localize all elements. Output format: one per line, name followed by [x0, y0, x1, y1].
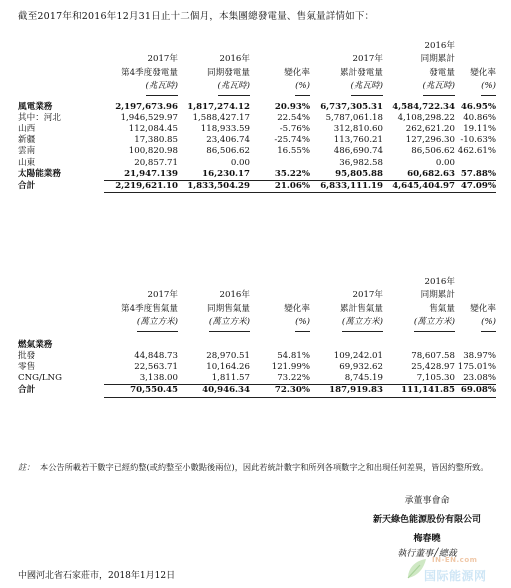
column-header-bot — [310, 303, 383, 316]
column-header-text: 變化率 — [470, 67, 496, 78]
header-blank — [18, 53, 104, 66]
row-label-province: 山西 — [18, 124, 36, 135]
column-header-unit — [455, 316, 496, 331]
column-header-mid — [455, 53, 496, 66]
table-row — [18, 351, 496, 362]
table-cell: 16,230.17 — [178, 169, 250, 181]
column-header-text: 第4季度發電量 — [120, 67, 178, 78]
table-cell: -10.63% — [460, 135, 496, 146]
column-header-unit — [250, 80, 310, 95]
table-cell: 4,108,298.22 — [397, 112, 455, 123]
table-row — [18, 181, 496, 193]
column-header-mid — [455, 289, 496, 302]
column-header-top — [383, 276, 455, 289]
row-label: 風電業務 — [18, 101, 53, 112]
column-header-mid — [383, 53, 455, 66]
column-header-bot — [250, 303, 310, 316]
row-label: 批發 — [18, 350, 36, 361]
table-cell: 21.06% — [250, 181, 310, 193]
column-header-unit — [178, 80, 250, 95]
header-blank — [18, 276, 104, 289]
column-header-text: (萬立方米) — [414, 316, 455, 331]
table-cell: 21,947.139 — [104, 169, 178, 181]
column-header-mid — [104, 53, 178, 66]
column-header-bot — [455, 303, 496, 316]
place-and-date: 中國河北省石家莊市，2018年1月12日 — [18, 571, 176, 581]
column-header-text: 同期售氣量 — [207, 303, 250, 314]
table-cell: 95,805.88 — [310, 169, 383, 181]
section-row — [18, 340, 496, 351]
table-cell: 4,645,404.97 — [383, 181, 455, 193]
gas-sales-table — [18, 276, 496, 398]
column-header-unit — [455, 80, 496, 95]
column-header-text: 變化率 — [284, 303, 310, 314]
column-header-text: (兆瓦時) — [218, 80, 251, 95]
column-header-text: (%) — [295, 80, 310, 95]
header-blank — [18, 67, 104, 80]
table-cell: 262,621.20 — [405, 124, 455, 135]
column-header-text: 2016年 — [424, 277, 455, 287]
column-header-bot — [104, 67, 178, 80]
table-cell: 8,745.19 — [310, 373, 383, 385]
table-cell: 78,607.58 — [411, 350, 455, 361]
table-cell: 187,919.83 — [310, 385, 383, 397]
table-row — [18, 169, 496, 181]
column-header-mid — [250, 289, 310, 302]
column-header-text: 同期累計 — [420, 290, 455, 301]
table-cell: 72.30% — [250, 385, 310, 397]
column-header-text: (兆瓦時) — [146, 80, 179, 95]
column-header-top — [178, 276, 250, 289]
column-header-text: (萬立方米) — [342, 316, 383, 331]
column-header-mid — [250, 53, 310, 66]
header-blank — [18, 303, 104, 316]
column-header-text: 售氣量 — [429, 303, 455, 314]
header-row-bot — [18, 67, 496, 80]
table-cell: 47.09% — [455, 181, 496, 193]
watermark-sub: IN-EN.com — [432, 556, 478, 564]
column-header-text: 2017年 — [147, 290, 178, 301]
table-cell: 69.08% — [455, 385, 496, 397]
table-cell: 19.11% — [463, 124, 496, 135]
section-label: 燃氣業務 — [18, 339, 53, 350]
column-header-top — [310, 276, 383, 289]
column-header-text: 同期發電量 — [207, 67, 250, 78]
table-cell: 127,296.30 — [405, 135, 455, 146]
table-cell — [455, 158, 496, 169]
column-header-text: (兆瓦時) — [423, 80, 456, 95]
signature-name: 梅春曉 — [413, 534, 441, 544]
table-cell: 57.88% — [455, 169, 496, 181]
row-label-province: 新疆 — [18, 135, 36, 146]
column-header-text: 累計發電量 — [340, 67, 383, 78]
column-header-top — [250, 40, 310, 53]
table-cell: 60,682.63 — [383, 169, 455, 181]
table-cell: 86,506.62 — [411, 146, 455, 157]
table-cell: 70,550.45 — [104, 385, 178, 397]
table-cell: 46.95% — [460, 101, 496, 112]
table-cell: 2,219,621.10 — [104, 181, 178, 193]
spacer-row — [18, 332, 496, 340]
table-cell: 35.22% — [250, 169, 310, 181]
table-cell: 22.54% — [277, 112, 310, 123]
table-cell: 118,933.59 — [200, 124, 250, 135]
column-header-top — [455, 276, 496, 289]
column-header-unit — [250, 316, 310, 331]
column-header-text: 2017年 — [147, 54, 178, 65]
table-cell: 69,932.62 — [339, 362, 383, 373]
watermark-logo — [402, 556, 506, 584]
column-header-bot — [383, 67, 455, 80]
signature-line-order: 承董事會命 — [404, 496, 450, 506]
table-row — [18, 102, 496, 113]
column-header-text: (兆瓦時) — [351, 80, 384, 95]
table-cell: 312,810.60 — [333, 124, 383, 135]
table-cell: 38.97% — [463, 350, 496, 361]
column-header-bot — [104, 303, 178, 316]
table-cell: 4,584,722.34 — [392, 101, 455, 112]
table-cell: 20.93% — [274, 101, 310, 112]
table-cell: 462.61% — [457, 146, 496, 157]
table-row — [18, 135, 496, 146]
column-header-text: 累計售氣量 — [340, 303, 383, 314]
column-header-text: 2016年 — [424, 41, 455, 51]
column-header-text: 2017年 — [352, 54, 383, 65]
table-cell: 40.86% — [463, 112, 496, 123]
table-row — [18, 124, 496, 135]
table-row — [18, 146, 496, 157]
header-row-top — [18, 40, 496, 53]
column-header-unit — [310, 316, 383, 331]
table-cell: 7,105.30 — [383, 373, 455, 385]
column-header-bot — [178, 303, 250, 316]
table-cell: 486,690.74 — [333, 146, 383, 157]
table-cell: 1,588,427.17 — [192, 112, 250, 123]
footnote-tag: 註： — [18, 462, 35, 472]
table-cell: 6,737,305.31 — [320, 101, 383, 112]
signature-title: 執行董事╱總裁 — [397, 549, 457, 559]
column-header-text: (%) — [481, 80, 496, 95]
column-header-unit — [104, 316, 178, 331]
column-header-text: 2016年 — [219, 54, 250, 65]
table-cell: 23.08% — [455, 373, 496, 385]
column-header-top — [310, 40, 383, 53]
column-header-bot — [310, 67, 383, 80]
table-cell: 2,197,673.96 — [115, 101, 178, 112]
table-cell: 1,833,504.29 — [178, 181, 250, 193]
table-cell: 16.55% — [277, 146, 310, 157]
table-cell: -25.74% — [274, 135, 310, 146]
table-cell: 17,380.85 — [134, 135, 178, 146]
table-row — [18, 373, 496, 385]
table-cell: 111,141.85 — [383, 385, 455, 397]
header-blank — [18, 316, 104, 331]
header-blank — [18, 40, 104, 53]
table-row — [18, 385, 496, 397]
table-cell: 121.99% — [271, 362, 310, 373]
column-header-text: 同期累計 — [420, 54, 455, 65]
row-label: 太陽能業務 — [18, 169, 61, 180]
header-row-top — [18, 276, 496, 289]
table-cell: 44,848.73 — [134, 350, 178, 361]
column-header-unit — [310, 80, 383, 95]
table-cell: 0.00 — [230, 157, 250, 168]
table-cell: 100,820.98 — [128, 146, 178, 157]
table-cell: 112,084.45 — [128, 124, 178, 135]
power-generation-table — [18, 40, 496, 193]
column-header-bot — [383, 303, 455, 316]
column-header-mid — [310, 289, 383, 302]
header-row-unit — [18, 316, 496, 331]
footnote-text: 本公告所載若干數字已經約整(或約整至小數點後兩位)，因此若統計數字和所列各項數字之和出現任何差異，皆因約整所致。 — [40, 462, 489, 472]
table-cell: 20,857.71 — [134, 157, 178, 168]
column-header-text: 2016年 — [219, 290, 250, 301]
intro-text: 截至2017年和2016年12月31日止十二個月，本集團總發電量、售氣量詳情如下： — [18, 11, 375, 22]
row-label-province: 山東 — [18, 157, 36, 168]
table-cell — [250, 158, 310, 169]
header-row-bot — [18, 303, 496, 316]
row-label: 合計 — [18, 181, 36, 192]
column-header-text: 2017年 — [352, 290, 383, 301]
column-header-top — [250, 276, 310, 289]
column-header-unit — [104, 80, 178, 95]
column-header-text: (萬立方米) — [137, 316, 178, 331]
table-cell: 175.01% — [457, 362, 496, 373]
column-header-mid — [104, 289, 178, 302]
signature-company: 新天綠色能源股份有限公司 — [372, 515, 481, 525]
column-header-text: 發電量 — [429, 67, 455, 78]
table-cell: 54.81% — [277, 350, 310, 361]
table-cell: 5,787,061.18 — [325, 112, 383, 123]
column-header-text: (%) — [295, 316, 310, 331]
column-header-unit — [178, 316, 250, 331]
column-header-text: 第4季度售氣量 — [120, 303, 178, 314]
header-blank — [18, 289, 104, 302]
column-header-mid — [178, 53, 250, 66]
table-cell: 109,242.01 — [333, 350, 383, 361]
column-header-mid — [178, 289, 250, 302]
column-header-top — [383, 40, 455, 53]
table-cell: 113,760.21 — [333, 135, 383, 146]
column-header-top — [455, 40, 496, 53]
column-header-mid — [310, 53, 383, 66]
table-cell: 6,833,111.19 — [310, 181, 383, 193]
table-cell: 10,164.26 — [206, 362, 250, 373]
header-row-unit — [18, 80, 496, 95]
table-cell: 28,970.51 — [206, 350, 250, 361]
table-cell: 1,817,274.12 — [187, 101, 250, 112]
row-label: 零售 — [18, 362, 36, 373]
column-header-bot — [455, 67, 496, 80]
header-row-mid — [18, 289, 496, 302]
table-row — [18, 158, 496, 169]
table-cell: 0.00 — [435, 157, 455, 168]
table-cell: 23,406.74 — [206, 135, 250, 146]
column-header-top — [104, 40, 178, 53]
column-header-top — [178, 40, 250, 53]
column-header-text: (%) — [481, 316, 496, 331]
table-cell: 25,428.97 — [411, 362, 455, 373]
row-label: 合計 — [18, 385, 36, 396]
watermark-main: 国际能源网 — [424, 569, 487, 583]
table-cell: 36,982.58 — [339, 157, 383, 168]
row-label: CNG/LNG — [18, 373, 62, 384]
column-header-unit — [383, 80, 455, 95]
table-cell: 22,563.71 — [134, 362, 178, 373]
column-header-unit — [383, 316, 455, 331]
header-row-mid — [18, 53, 496, 66]
column-header-text: 變化率 — [470, 303, 496, 314]
table-cell: 73.22% — [250, 373, 310, 385]
column-header-mid — [383, 289, 455, 302]
header-blank — [18, 80, 104, 95]
column-header-bot — [178, 67, 250, 80]
column-header-text: (萬立方米) — [209, 316, 250, 331]
table-cell: 40,946.34 — [178, 385, 250, 397]
row-label-province: 雲南 — [18, 146, 36, 157]
table-cell: 86,506.62 — [206, 146, 250, 157]
column-header-bot — [250, 67, 310, 80]
column-header-top — [104, 276, 178, 289]
column-header-text: 變化率 — [284, 67, 310, 78]
table-cell: 1,811.57 — [178, 373, 250, 385]
table-cell: -5.76% — [279, 124, 310, 135]
row-label: 其中：河北 — [18, 112, 61, 123]
table-cell: 3,138.00 — [104, 373, 178, 385]
table-cell: 1,946,529.97 — [120, 112, 178, 123]
table-row — [18, 362, 496, 373]
table-row — [18, 113, 496, 124]
